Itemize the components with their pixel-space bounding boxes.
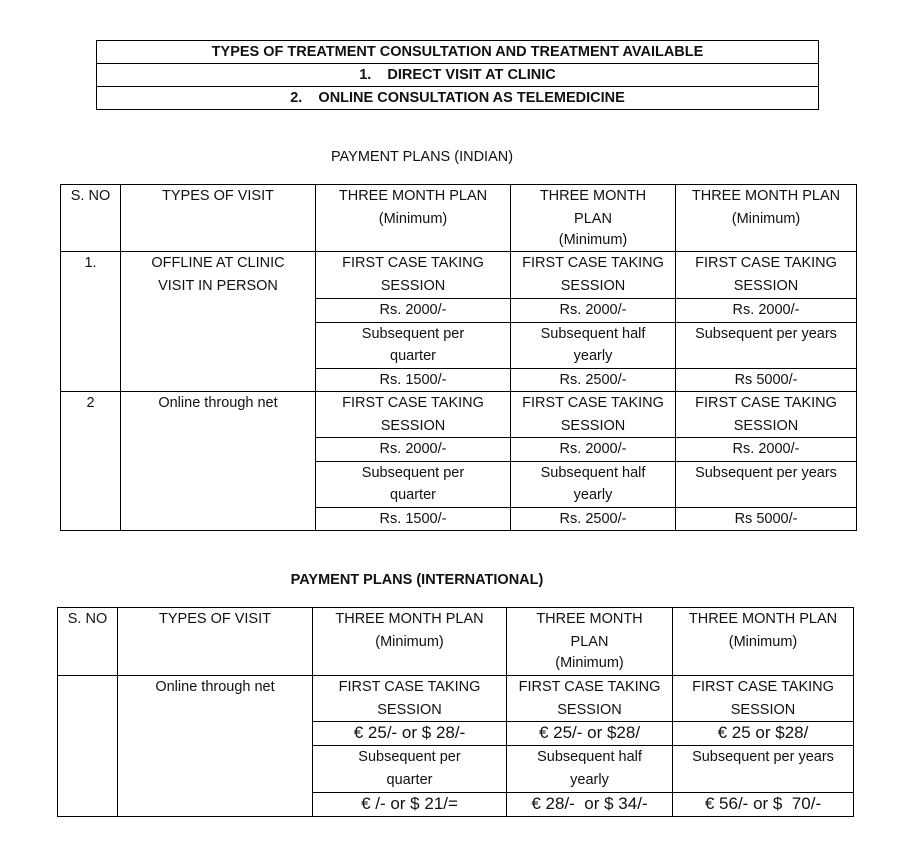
subsequent-label: Subsequent per years <box>676 322 857 368</box>
column-header-type: TYPES OF VISIT <box>118 608 313 676</box>
subsequent-fee: € 56/- or $ 70/- <box>673 793 854 817</box>
plan-2-line-1: THREE MONTH <box>536 611 643 627</box>
table-row <box>58 676 854 722</box>
column-header-type: TYPES OF VISIT <box>121 185 316 252</box>
plan-2-line-1: THREE MONTH <box>539 188 647 204</box>
row-sno: 1. <box>61 252 121 392</box>
subsequent-fee: Rs. 2500/- <box>511 507 676 531</box>
subsequent-fee: Rs. 2500/- <box>511 368 676 392</box>
row-sno: 2 <box>61 392 121 531</box>
subsequent-label: Subsequent half yearly <box>511 322 676 368</box>
first-session-fee: € 25 or $28/ <box>673 722 854 746</box>
column-header-plan-1: THREE MONTH PLAN (Minimum) <box>313 608 507 676</box>
column-header-plan-2 <box>511 185 676 252</box>
subsequent-label: Subsequent per years <box>673 746 854 793</box>
table-header-row <box>58 608 854 676</box>
subsequent-fee: € 28/- or $ 34/- <box>507 793 673 817</box>
first-session-fee: Rs. 2000/- <box>676 438 857 462</box>
plan-2-line-2: PLAN <box>574 210 612 227</box>
plan-2-line-3: (Minimum) <box>558 232 628 248</box>
subsequent-fee: Rs. 1500/- <box>316 368 511 392</box>
treatment-types-table <box>96 40 819 110</box>
first-session-label: FIRST CASE TAKING SESSION <box>313 676 507 722</box>
first-session-label: FIRST CASE TAKING SESSION <box>676 252 857 299</box>
subsequent-label: Subsequent per quarter <box>313 746 507 793</box>
indian-plans-caption: PAYMENT PLANS (INDIAN) <box>330 149 514 165</box>
column-header-plan-3: THREE MONTH PLAN (Minimum) <box>676 185 857 252</box>
column-header-plan-3: THREE MONTH PLAN (Minimum) <box>673 608 854 676</box>
treatment-types-title: TYPES OF TREATMENT CONSULTATION AND TREATMENT AVAILABLE <box>97 41 819 64</box>
subsequent-fee: € /- or $ 21/= <box>313 793 507 817</box>
first-session-label: FIRST CASE TAKING SESSION <box>511 252 676 299</box>
column-header-sno: S. NO <box>58 608 118 676</box>
subsequent-fee: Rs 5000/- <box>676 368 857 392</box>
subsequent-label: Subsequent per years <box>676 461 857 507</box>
column-header-plan-2 <box>507 608 673 676</box>
international-payment-table <box>57 607 854 817</box>
treatment-type-item: 1. DIRECT VISIT AT CLINIC <box>97 64 819 87</box>
subsequent-fee: Rs 5000/- <box>676 507 857 531</box>
table-row <box>61 252 857 299</box>
row-sno <box>58 676 118 817</box>
first-session-fee: € 25/- or $28/ <box>507 722 673 746</box>
subsequent-label: Subsequent per quarter <box>316 322 511 368</box>
plan-2-line-2: PLAN <box>570 633 609 650</box>
row-visit-type: Online through net <box>118 676 313 817</box>
subsequent-label: Subsequent half yearly <box>511 461 676 507</box>
first-session-label: FIRST CASE TAKING SESSION <box>507 676 673 722</box>
table-row <box>61 392 857 438</box>
first-session-fee: Rs. 2000/- <box>316 299 511 323</box>
subsequent-fee: Rs. 1500/- <box>316 507 511 531</box>
first-session-fee: € 25/- or $ 28/- <box>313 722 507 746</box>
plan-2-line-3: (Minimum) <box>555 655 624 671</box>
subsequent-label: Subsequent half yearly <box>507 746 673 793</box>
first-session-label: FIRST CASE TAKING SESSION <box>316 252 511 299</box>
row-visit-type: OFFLINE AT CLINIC VISIT IN PERSON <box>121 252 316 392</box>
column-header-sno: S. NO <box>61 185 121 252</box>
international-plans-caption: PAYMENT PLANS (INTERNATIONAL) <box>290 572 544 588</box>
column-header-plan-1: THREE MONTH PLAN (Minimum) <box>316 185 511 252</box>
first-session-fee: Rs. 2000/- <box>316 438 511 462</box>
row-visit-type: Online through net <box>121 392 316 531</box>
first-session-label: FIRST CASE TAKING SESSION <box>316 392 511 438</box>
first-session-label: FIRST CASE TAKING SESSION <box>676 392 857 438</box>
subsequent-label: Subsequent per quarter <box>316 461 511 507</box>
table-header-row <box>61 185 857 252</box>
first-session-label: FIRST CASE TAKING SESSION <box>511 392 676 438</box>
first-session-fee: Rs. 2000/- <box>676 299 857 323</box>
first-session-fee: Rs. 2000/- <box>511 299 676 323</box>
indian-payment-table <box>60 184 857 531</box>
treatment-type-item: 2. ONLINE CONSULTATION AS TELEMEDICINE <box>97 87 819 110</box>
first-session-fee: Rs. 2000/- <box>511 438 676 462</box>
first-session-label: FIRST CASE TAKING SESSION <box>673 676 854 722</box>
